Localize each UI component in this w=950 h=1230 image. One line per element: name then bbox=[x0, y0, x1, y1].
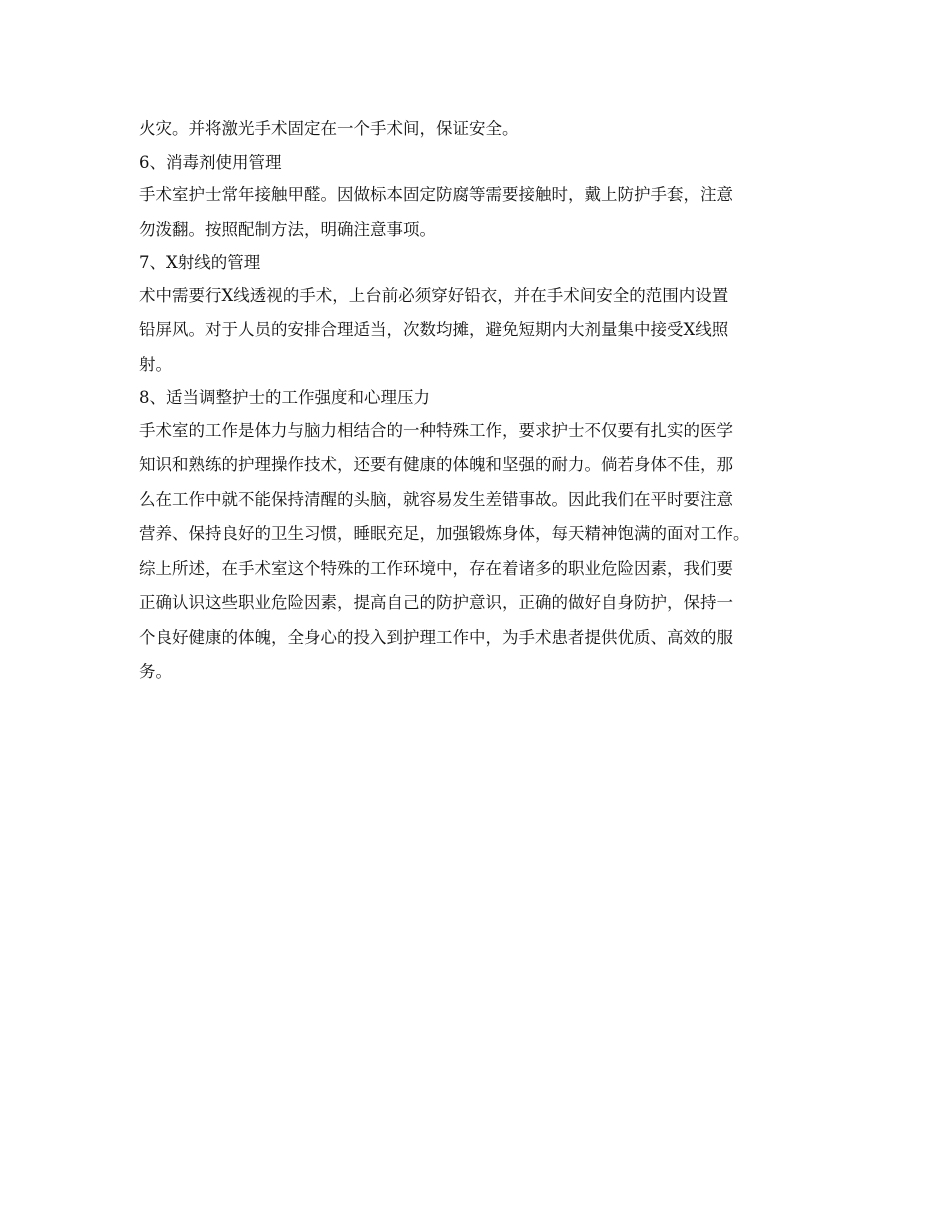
text-line: 火灾。并将激光手术固定在一个手术间，保证安全。 bbox=[139, 119, 519, 138]
text-line: 综上所述，在手术室这个特殊的工作环境中，存在着诸多的职业危险因素，我们要 bbox=[139, 558, 733, 578]
text-line: 么在工作中就不能保持清醒的头脑，就容易发生差错事故。因此我们在平时要注意 bbox=[139, 489, 733, 509]
text-line: 手术室的工作是体力与脑力相结合的一种特殊工作，要求护士不仅要有扎实的医学 bbox=[139, 420, 733, 440]
text-line: 营养、保持良好的卫生习惯，睡眠充足，加强锻炼身体，每天精神饱满的面对工作。 bbox=[139, 524, 750, 543]
text-line: 铅屏风。对于人员的安排合理适当，次数均摊，避免短期内大剂量集中接受X线照 bbox=[139, 320, 729, 339]
section-heading: 6、消毒剂使用管理 bbox=[139, 152, 282, 172]
text-line: 射。 bbox=[139, 354, 172, 374]
text-line: 术中需要行X线透视的手术，上台前必须穿好铅衣，并在手术间安全的范围内设置 bbox=[139, 285, 729, 305]
text-line: 个良好健康的体魄，全身心的投入到护理工作中，为手术患者提供优质、高效的服 bbox=[139, 627, 733, 647]
document-body bbox=[139, 112, 829, 690]
section-heading: 7、X射线的管理 bbox=[139, 253, 261, 272]
text-line: 知识和熟练的护理操作技术，还要有健康的体魄和坚强的耐力。倘若身体不佳，那 bbox=[139, 455, 733, 474]
text-line: 勿泼翻。按照配制方法，明确注意事项。 bbox=[139, 219, 436, 239]
text-line: 手术室护士常年接触甲醛。因做标本固定防腐等需要接触时，戴上防护手套，注意 bbox=[139, 185, 733, 204]
section-heading: 8、适当调整护士的工作强度和心理压力 bbox=[139, 388, 430, 407]
text-line: 正确认识这些职业危险因素，提高自己的防护意识，正确的做好自身防护，保持一 bbox=[139, 593, 733, 612]
text-line: 务。 bbox=[139, 662, 172, 681]
